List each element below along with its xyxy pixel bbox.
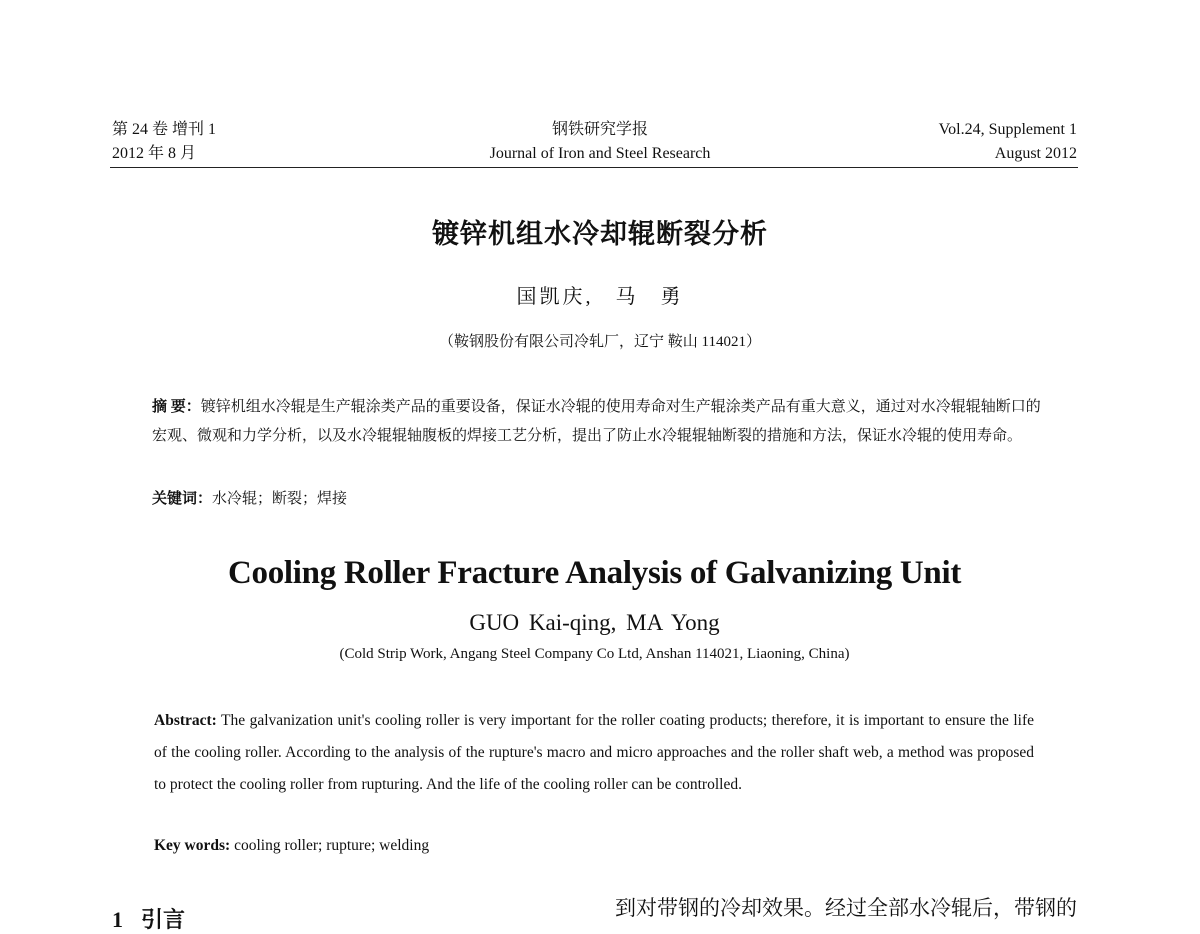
abstract-cn — [152, 393, 1047, 451]
authors-cn: 国凯庆, 马 勇 — [516, 286, 684, 308]
volume-issue: 第 24 卷 增刊 1 — [112, 121, 217, 138]
keywords-en-text: cooling roller; rupture; welding — [234, 837, 430, 854]
journal-name-en: Journal of Iron and Steel Research — [489, 145, 711, 162]
publication-date-cn: 2012 年 8 月 — [112, 145, 197, 162]
section-number: 1 — [112, 907, 123, 932]
affiliation-cn: （鞍钢股份有限公司冷轧厂，辽宁 鞍山 114021） — [439, 334, 761, 350]
paper-title-cn: 镀锌机组水冷却辊断裂分析 — [432, 219, 768, 250]
keywords-cn-label: 关键词： — [152, 491, 213, 507]
volume-supplement-en: Vol.24, Supplement 1 — [938, 121, 1077, 138]
keywords-cn-text: 水冷辊；断裂；焊接 — [212, 491, 348, 507]
body-text-right-column: 到对带钢的冷却效果。经过全部水冷辊后，带钢的 — [615, 896, 1077, 920]
affiliation-en: (Cold Strip Work, Angang Steel Company Co Ltd, Anshan 114021, Liaoning, China) — [339, 646, 850, 662]
abstract-cn-text: 镀锌机组水冷辊是生产辊涂类产品的重要设备，保证水冷辊的使用寿命对生产辊涂类产品有重大意义，通过对水冷辊辊轴断口的宏观、微观和力学分析，以及水冷辊辊轴腹板的焊接工艺分析，提出了防止水冷辊辊轴断裂的措施和方法，保证水冷辊的使用寿命。 — [152, 399, 1041, 444]
keywords-en — [154, 830, 1034, 862]
journal-name-cn: 钢铁研究学报 — [551, 121, 648, 138]
publication-date-en: August 2012 — [994, 145, 1077, 162]
keywords-en-label: Key words: — [154, 837, 231, 854]
section-title: 引言 — [141, 907, 186, 932]
section-heading — [112, 903, 185, 934]
abstract-en-label: Abstract: — [154, 712, 217, 729]
running-header-left — [112, 120, 216, 168]
abstract-en — [154, 705, 1034, 801]
abstract-en-text: The galvanization unit's cooling roller is very important for the roller coating products; therefore, it is important to ensure the life of the cooling roller. According to the analysis of the rupture's macro and micro approaches and the roller shaft web, a method was proposed to protect the cooling roller from rupturing. And the life of the cooling roller can be controlled. — [154, 712, 1034, 793]
running-header-right — [939, 120, 1077, 168]
keywords-cn — [152, 485, 1047, 514]
paper-title-en: Cooling Roller Fracture Analysis of Galvanizing Unit — [227, 555, 962, 591]
running-header-center — [400, 120, 800, 168]
authors-en: GUO Kai-qing, MA Yong — [469, 610, 720, 635]
abstract-cn-label: 摘 要： — [152, 399, 201, 415]
header-rule — [110, 167, 1078, 168]
